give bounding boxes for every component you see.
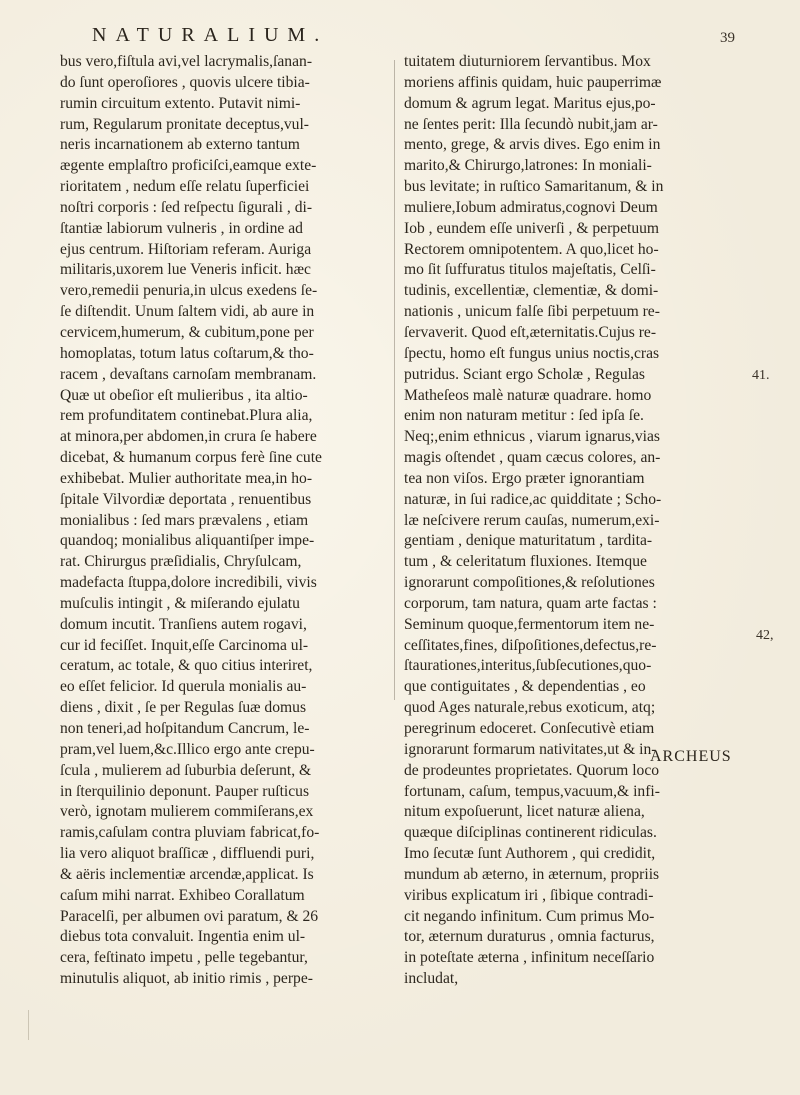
left-column-line: at minora,per abdomen,in crura ſe habere <box>60 428 317 446</box>
left-column-line: quandoq; monialibus aliquantiſper impe- <box>60 532 315 550</box>
left-column-line: ejus centrum. Hiſtoriam referam. Auriga <box>60 240 312 258</box>
left-column-line: domum incutit. Tranſiens autem rogavi, <box>60 615 307 633</box>
right-column-line: fortunam, caſum, tempus,vacuum,& infi- <box>404 782 660 800</box>
right-column-line: peregrinum edoceret. Conſecutivè etiam <box>404 720 655 737</box>
left-column-line: do ſunt operoſiores , quovis ulcere tibia- <box>60 73 310 91</box>
left-column-line: verò, ignotam mulierem commiſerans,ex <box>60 803 314 821</box>
margin-note-41: 41. <box>752 368 770 383</box>
right-column-line: mento, grege, & arvis dives. Ego enim in <box>404 136 661 154</box>
left-column-line: muſculis intingit , & miſerando ejulatu <box>60 594 300 612</box>
right-column-line: tor, æternum duraturus , omnia facturus, <box>404 928 655 946</box>
right-column-line: tum , & celeritatum fluxiones. Itemque <box>404 553 647 571</box>
right-column-line: domum & agrum legat. Maritus ejus,po- <box>404 94 656 112</box>
right-column-line: ignorarunt formarum nativitates,ut & in- <box>404 740 657 758</box>
left-column-line: rat. Chirurgus præſidialis, Chryſulcam, <box>60 553 302 571</box>
right-column-line: Seminum quoque,fermentorum item ne- <box>404 615 655 633</box>
left-column-line: militaris,uxorem lue Veneris inficit. hæc <box>60 261 311 279</box>
column-divider <box>394 60 395 700</box>
catchword: ARCHEUS <box>650 748 732 765</box>
left-column-line: lia vero aliquot braſſicæ , diffluendi puri, <box>60 845 315 863</box>
left-column-line: noſtri corporis : ſed reſpectu ſigurali , di- <box>60 198 313 216</box>
right-column-line: ſervaverit. Quod eſt,æternitatis.Cujus re- <box>404 323 657 341</box>
right-column-line: læ neſcivere rerum cauſas, numerum,exi- <box>404 511 660 529</box>
right-column-line: includat, <box>404 970 459 988</box>
right-column-line: ne ſentes perit: Illa ſecundò nubit,jam ar- <box>404 115 658 133</box>
right-column-line: enim non naturam metitur : ſed ipſa ſe. <box>404 407 644 425</box>
left-column-line: diens , dixit , ſe per Regulas ſuæ domus <box>60 699 307 717</box>
left-column-line: racem , devaſtans carnoſam membranam. <box>60 365 317 383</box>
left-column-line: rum, Regularum pronitate deceptus,vul- <box>60 115 309 133</box>
right-column-line: muliere,Iobum admiratus,cognovi Deum <box>404 198 658 216</box>
left-column-line: ſe diſtendit. Unum ſaltem vidi, ab aure in <box>60 303 315 321</box>
left-column-line: rem profunditatem continebat.Plura alia, <box>60 407 313 425</box>
page-number: 39 <box>720 30 735 46</box>
left-column-line: in ſterquilinio deponunt. Pauper ruſticus <box>60 782 310 800</box>
left-column-line: diebus tota convaluit. Ingentia enim ul- <box>60 928 306 946</box>
right-column-line: Neq;,enim ethnicus , viarum ignarus,vias <box>404 428 660 446</box>
left-column-line: non teneri,ad hoſpitandum Cancrum, le- <box>60 720 310 737</box>
left-column-line: homoplatas, totum latus coſtarum,& tho- <box>60 344 314 362</box>
left-column-line: Quæ ut obeſior eſt mulieribus , ita altio- <box>60 386 308 404</box>
left-column-line: & aëris inclementiæ arcendæ,applicat. Is <box>60 865 314 883</box>
right-column-line: ſtaurationes,interitus,ſubſecutiones,quo- <box>404 657 652 675</box>
right-column-line: tea non viſos. Ergo præter ignorantiam <box>404 469 645 487</box>
left-column-line: rioritatem , nedum eſſe relatu ſuperficiei <box>60 178 310 196</box>
left-column-line: ceratum, ac totale, & quo citius interiret, <box>60 657 313 675</box>
left-column-line: bus vero,fiſtula avi,vel lacrymalis,ſanan- <box>60 53 313 70</box>
left-column-line: cervicem,humerum, & cubitum,pone per <box>60 323 314 341</box>
right-column-line: Imo ſecutæ ſunt Authorem , qui credidit, <box>404 845 656 863</box>
right-column-line: ceſſitates,fines, diſpoſitiones,defectus,re- <box>404 636 657 654</box>
left-column-line: vero,remedii penuria,in ulcus exedens ſe- <box>60 282 318 300</box>
right-column-line: ſpectu, homo eſt fungus unius noctis,cras <box>404 344 660 362</box>
right-column-line: mundum ab æterno, in æternum, propriis <box>404 865 660 883</box>
right-column-line: de prodeuntes proprietates. Quorum loco <box>404 761 660 779</box>
left-column-line: exhibebat. Mulier authoritate mea,in ho- <box>60 469 313 487</box>
right-column-line: tuitatem diuturniorem ſervantibus. Mox <box>404 53 651 70</box>
right-column-line: marito,& Chirurgo,latrones: In moniali- <box>404 157 652 175</box>
left-column-line: ſtantiæ labiorum vulneris , in ordine ad <box>60 219 303 237</box>
right-column-line: tudinis, excellentiæ, clementiæ, & domi- <box>404 282 659 300</box>
right-column-line: mo ſit ſuffuratus titulos majeſtatis, Celſi- <box>404 261 656 279</box>
right-column-line: gentiam , denique maturitatum , tardita- <box>404 532 653 550</box>
left-column-line: pram,vel luem,&c.Illico ergo ante crepu- <box>60 740 315 758</box>
left-column-line: cera, feſtinato impetu , pelle tegebantur, <box>60 949 308 967</box>
left-column-line: cur id feciſſet. Inquit,eſſe Carcinoma ul- <box>60 636 309 654</box>
right-column-line: nationis , unicum falſe ſibi perpetuum re- <box>404 303 660 321</box>
left-column-line: neris incarnationem ab externo tantum <box>60 136 300 154</box>
left-column-line: ramis,caſulam contra pluviam fabricat,fo- <box>60 824 320 842</box>
left-column-line: ſpitale Vilvordiæ deportata , renuentibus <box>60 490 312 508</box>
left-column-line: eo eſſet felicior. Id querula monialis au- <box>60 678 307 696</box>
left-column-line: dicebat, & humanum corpus ferè ſine cute <box>60 449 322 467</box>
right-column-line: magis oſtendet , quam cæcus colores, an- <box>404 449 661 467</box>
left-text-column <box>60 52 390 990</box>
right-column-line: putridus. Sciant ergo Scholæ , Regulas <box>404 365 645 383</box>
right-column-line: nitum expoſuerunt, licet naturæ aliena, <box>404 803 645 821</box>
left-column-line: madefacta ſtuppa,dolore incredibili, vivis <box>60 574 317 592</box>
right-column-line: viribus explicatum iri , ſibique contradi- <box>404 886 654 904</box>
running-title: NATURALIUM. <box>92 24 329 46</box>
right-column-line: corporum, tam natura, quam arte factas : <box>404 594 657 612</box>
right-text-column <box>404 52 734 990</box>
left-column-line: monialibus : ſed mars prævalens , etiam <box>60 511 309 529</box>
right-column-line: quæque diſciplinas continerent ridiculas. <box>404 824 657 842</box>
margin-note-42: 42, <box>756 628 774 643</box>
right-column-line: Matheſeos malè naturæ quadrare. homo <box>404 386 652 404</box>
right-column-line: cit negando infinitum. Cum primus Mo- <box>404 907 655 925</box>
right-column-line: Iob , eundem eſſe univerſi , & perpetuum <box>404 219 660 237</box>
page-edge-mark <box>28 1010 43 1040</box>
left-column-line: Paracelſi, per albumen ovi paratum, & 26 <box>60 907 319 925</box>
left-column-line: rumin circuitum extento. Putavit nimi- <box>60 94 301 112</box>
right-column-line: que contiguitates , & dependentias , eo <box>404 678 646 696</box>
left-column-line: ægente emplaſtro proficiſci,eamque exte- <box>60 157 317 175</box>
left-column-line: minutulis aliquot, ab initio rimis , perpe- <box>60 970 313 988</box>
right-column-line: moriens affinis quidam, huic pauperrimæ <box>404 73 662 91</box>
right-column-line: ignorarunt compoſitiones,& reſolutiones <box>404 574 655 592</box>
right-column-line: Rectorem omnipotentem. A quo,licet ho- <box>404 240 659 258</box>
right-column-line: bus levitate; in ruſtico Samaritanum, & in <box>404 178 664 196</box>
right-column-line: quod Ages naturale,rebus exoticum, atq; <box>404 699 656 717</box>
right-column-line: in poteſtate æterna , infinitum neceſſario <box>404 949 655 967</box>
left-column-line: caſum mihi narrat. Exhibeo Corallatum <box>60 886 305 904</box>
right-column-line: naturæ, in ſui radice,ac quidditate ; Scho- <box>404 490 662 508</box>
left-column-line: ſcula , mulierem ad ſuburbia deſerunt, & <box>60 761 312 779</box>
